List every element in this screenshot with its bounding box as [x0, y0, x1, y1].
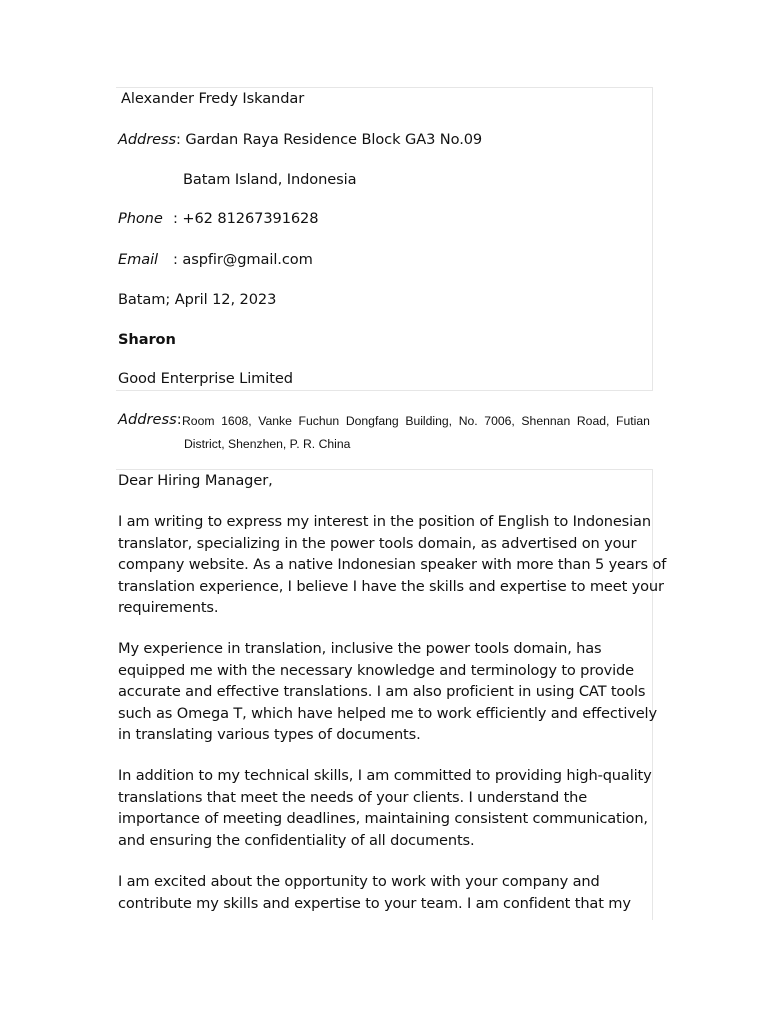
paragraph-line: and ensuring the confidentiality of all documents.: [118, 831, 475, 849]
sender-address-line2: Batam Island, Indonesia: [183, 171, 357, 188]
address-word: Fuchun: [298, 414, 340, 428]
body-paragraph-1: [118, 511, 667, 619]
recipient-address-line1: [182, 413, 650, 429]
body-paragraph-4: [118, 871, 658, 914]
address-word: 1608,: [221, 414, 252, 428]
paragraph-line: company website. As a native Indonesian speaker with more than 5 years of: [118, 556, 667, 573]
recipient-address-label: [118, 410, 182, 430]
paragraph-line: I am excited about the opportunity to work with your company and: [118, 873, 600, 890]
salutation: Dear Hiring Manager,: [118, 472, 273, 489]
sender-address-line1: [118, 130, 482, 150]
paragraph-line: In addition to my technical skills, I am committed to providing high-quality: [118, 767, 652, 784]
paragraph-line: translations that meet the needs of your clients. I understand the: [118, 788, 588, 806]
recipient-address-label-text: Address: [118, 411, 177, 428]
address-word: Building,: [405, 414, 453, 428]
paragraph-line: requirements.: [118, 599, 219, 616]
address-word: Futian: [616, 414, 650, 428]
email-value: : aspfir@gmail.com: [173, 251, 313, 268]
date-line: Batam; April 12, 2023: [118, 291, 277, 308]
paragraph-line: I am writing to express my interest in the position of English to Indonesian: [118, 513, 651, 530]
paragraph-line: My experience in translation, inclusive the power tools domain, has: [118, 640, 602, 657]
paragraph-line: equipped me with the necessary knowledge and terminology to provide: [118, 661, 634, 679]
sender-email: [118, 250, 313, 270]
body-paragraph-2: [118, 638, 658, 746]
email-label: Email: [118, 251, 158, 268]
address-word: Room: [182, 414, 215, 428]
paragraph-line: in translating various types of documents.: [118, 726, 421, 743]
address-word: Dongfang: [345, 414, 399, 428]
address-word: 7006,: [484, 414, 515, 428]
paragraph-line: such as Omega T, which have helped me to work efficiently and effectively: [118, 704, 657, 722]
address-word: No.: [458, 414, 478, 428]
recipient-address-line2: District, Shenzhen, P. R. China: [184, 437, 351, 451]
address-word: Vanke: [258, 414, 292, 428]
recipient-name: Sharon: [118, 331, 176, 348]
paragraph-line: translator, specializing in the power tools domain, as advertised on your: [118, 534, 637, 552]
sender-name: Alexander Fredy Iskandar: [121, 90, 305, 107]
address-word: Shennan: [521, 414, 571, 428]
phone-label: Phone: [118, 210, 163, 227]
paragraph-line: accurate and effective translations. I am also proficient in using CAT tools: [118, 683, 646, 700]
phone-value: : +62 81267391628: [173, 210, 319, 227]
paragraph-line: importance of meeting deadlines, maintaining consistent communication,: [118, 810, 648, 827]
body-paragraph-3: [118, 765, 658, 851]
address-value: : Gardan Raya Residence Block GA3 No.09: [176, 131, 483, 148]
paragraph-line: contribute my skills and expertise to your team. I am confident that my: [118, 894, 631, 912]
recipient-address-colon: :: [176, 411, 182, 428]
address-word: Road,: [576, 414, 610, 428]
address-label: Address: [118, 131, 176, 148]
recipient-company: Good Enterprise Limited: [118, 370, 293, 387]
paragraph-line: translation experience, I believe I have the skills and expertise to meet your: [118, 577, 664, 595]
sender-phone: [118, 209, 318, 229]
